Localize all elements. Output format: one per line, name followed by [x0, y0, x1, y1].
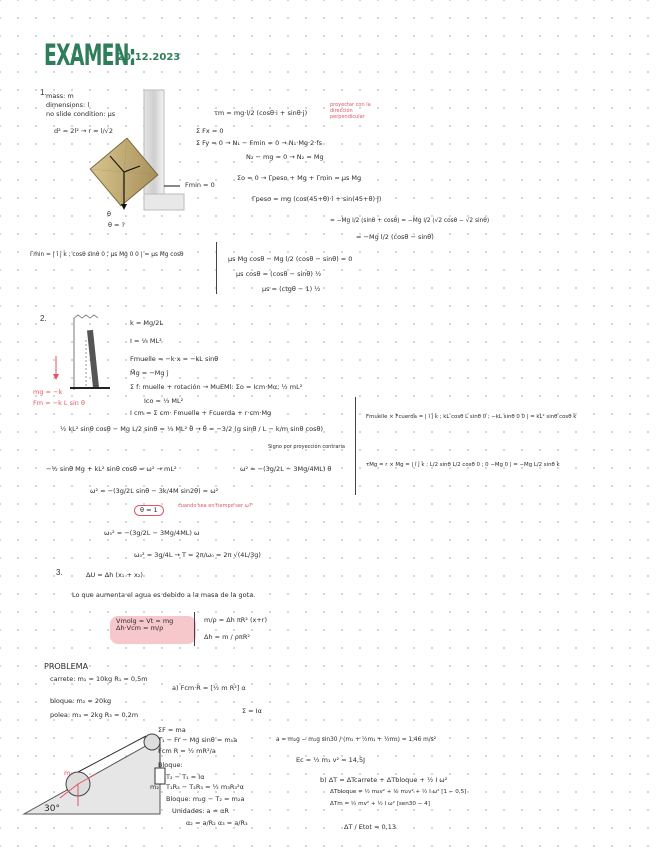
height-equation: m/ρ = Δh πR² (x+r)	[204, 616, 267, 624]
motion-equation: ½ kL² sinθ cosθ − Mg L/2 sinθ = ⅓ ML² θ̈ → θ̈ = −3/2 (g sinθ / L − k/m sinθ cosθ)	[60, 425, 323, 433]
omega-zero: ω₀² = −(3g/2L − 3Mg/4ML) ω	[104, 529, 200, 537]
omega-squared-2: ω² = −(3g/2L − 3Mg/4ML) θ	[240, 465, 332, 473]
inertia-cm: I cm = Σ cm· Fmuelle + Fcuerda + r·cm·Mg	[130, 409, 272, 417]
gamma-peso: Γpeso = mg (cos(45+θ)·î + sin(45+θ)·ĵ)	[252, 195, 382, 203]
torque-equation: τm = mg·l/2 (cosθ·i + sinθ·j)	[214, 109, 308, 117]
block-wall-diagram	[80, 86, 210, 236]
matrix-result: = −Mg l/2 (sinθ + cosθ) = −Mg l/2 (√2 cosθ − √2 sinθ)	[330, 218, 490, 224]
section-1-note: mass: m	[46, 92, 74, 100]
theta-label: θ	[107, 210, 111, 218]
hanging-block	[155, 768, 165, 784]
box-line-2: Δh·Vcm = m/ρ	[116, 624, 164, 633]
floor	[144, 194, 184, 210]
divider-1	[216, 242, 217, 294]
weight-vector: M⃗g = −Mg ĵ	[130, 369, 169, 377]
exam-title: EXAMEN:	[44, 38, 136, 72]
part-b: ΔTbloque = ½ m₂v² + ½ m₂v² + ½ I ω² [1 − 0,5]	[330, 789, 467, 795]
omega-squared: ω² = −(3g/2L sinθ − 3k/4M sin2θ) = ω²	[90, 487, 219, 495]
dynamics-eq: Bloque: m₂g − T₂ = m₂a	[166, 795, 245, 803]
spring-constant: k = Mg/2L	[130, 319, 164, 327]
torque-sum: Σo = 0 → Γpeso + Mg + Γmin = μs Mg	[237, 174, 362, 182]
red-label-fm: Fm = −k L sin θ	[33, 399, 85, 407]
red-question: cuando sea en tiempo ser ω?	[178, 503, 252, 509]
small-angle-eq: −½ sinθ Mg + kL² sinθ cosθ = ω² → mL²	[46, 465, 177, 473]
section-2-number: 2.	[40, 314, 47, 323]
divider-3	[194, 612, 195, 646]
part-a-2: Σ = Iα	[242, 707, 262, 715]
box-line-1: Vmolg = Vt = mg	[116, 617, 174, 625]
part-b: ΔTm = ½ mv² + ½ I ω² [sen30 − 4]	[330, 801, 430, 807]
theta-question-label: θ = ?	[108, 221, 126, 229]
section-3-equation: ΔU = Δh (x₁ + x₂)	[86, 571, 143, 579]
problem-data: polea: m₃ = 2kg R₃ = 0,2m	[50, 711, 139, 719]
incline-diagram	[20, 728, 170, 820]
gamma-min-matrix: Γmin = | î ĵ k̂ ; cosθ sinθ 0 ; μs Mg 0 0 | = μs Mg cosθ	[30, 252, 184, 258]
moment-inertia: I = ⅓ ML²	[130, 337, 162, 345]
dynamics-eq: Unidades: a = αR	[172, 807, 229, 815]
alpha-relations: α₂ = a/R₂ α₃ = a/R₃	[186, 819, 248, 827]
section-1-number: 1.	[40, 88, 47, 97]
fmin-label: Fmin = 0	[185, 181, 215, 189]
matrix-spring: Fmuelle × Fcuerda = | î ĵ k̂ ; kL cosθ L sinθ 0 ; −kL sinθ 0 0 | = kL² sinθ cosθ k̂	[366, 414, 577, 420]
m2-label: m₂	[150, 783, 159, 791]
section-1-note: no slide condition: μs	[46, 110, 116, 118]
period-result: ω₀² = 3g/4L → T = 2π/ω₀ = 2π √(4L/3g)	[134, 551, 261, 559]
angle-label: 30°	[44, 804, 60, 814]
sum-fx: Σ Fx = 0	[196, 127, 224, 135]
matrix-weight: τMg = r × Mg = | î ĵ k̂ ; L/2 sinθ L/2 cosθ 0 ; 0 −Mg 0 | = −Mg L/2 sinθ k̂	[366, 462, 560, 468]
result-3: μs = (ctgθ − 1) ½	[262, 285, 321, 293]
m1-label: m₁	[64, 769, 73, 777]
dynamics-eq: T₁ − Fr − Mg sinθ = m₁a	[158, 736, 238, 744]
dynamics-eq: T₂ − T₁ = Iα	[166, 773, 205, 781]
height-result: Δh = m / ρπR²	[204, 633, 250, 641]
sign-note: Signo por proyección contraria	[268, 444, 345, 450]
sum-fy: Σ Fy = 0 → N₁ − Fmin = 0 → N₁·Mg·2·fs	[196, 139, 323, 147]
dynamics-eq: ΣF = ma	[158, 726, 186, 734]
part-b: b) ΔT = ΔTcarrete + ΔTbloque + ½ I ω²	[320, 776, 448, 784]
part-a: a) Fcm·R = [½ m R²] α	[172, 684, 246, 692]
dynamics-eq: T₁R₃ − T₂R₃ = ½ m₃R₃²α	[166, 783, 244, 791]
spring-force: Fmuelle = −k·x = −kL sinθ	[130, 355, 219, 363]
matrix-result-2: = −Mg l/2 (cosθ − sinθ)	[356, 233, 434, 241]
kinetic-energy: Ec = ½ m₁ v² = 14,5J	[296, 756, 366, 764]
small-angle-approx: θ ≈ 1	[134, 505, 164, 516]
dynamics-eq: Bloque:	[158, 761, 183, 769]
inertia-origin: Ico = ⅓ ML²	[144, 397, 184, 405]
red-label-mg: mg = −k	[33, 388, 63, 396]
problem-data: carrete: m₁ = 10kg R₁ = 0,5m	[50, 675, 148, 683]
section-1-note: dimensions: l	[46, 101, 90, 109]
problem-title: PROBLEMA	[44, 662, 89, 671]
normal-equation: N₂ − mg = 0 → N₂ = Mg	[246, 153, 324, 161]
diagonal-equation: d² = 2l² → r = l/√2	[54, 127, 113, 135]
dynamics-eq: Fcm R = ½ mR²/a	[158, 747, 216, 755]
acceleration-result: a = m₂g − m₁g sin30 / (m₁ + ½m₁ + ½m₃) = 1,46 m/s²	[276, 737, 437, 743]
section-3-number: 3.	[56, 568, 63, 577]
energy-ratio: ΔT / Etot = 0,13	[344, 823, 396, 831]
problem-data: bloque: m₂ = 20kg	[50, 697, 112, 705]
result-2: μs cosθ = (cosθ − sinθ) ½	[236, 270, 322, 278]
wall	[144, 90, 164, 210]
exam-date: 20.12.2023	[117, 52, 181, 63]
result-1: μs Mg cosθ − Mg l/2 (cosθ − sinθ) = 0	[228, 255, 353, 263]
energy-equation: Σ f: muelle + rotación → MuEMl: Σo = Icm·Mα; ½ mL²	[130, 383, 303, 391]
divider-2	[355, 397, 356, 495]
red-annotation: proyectar con la dirección perpendicular	[330, 102, 371, 120]
section-3-text: Lo que aumenta el agua es debido a la masa de la gota.	[72, 591, 256, 599]
highlight-box	[110, 616, 196, 644]
